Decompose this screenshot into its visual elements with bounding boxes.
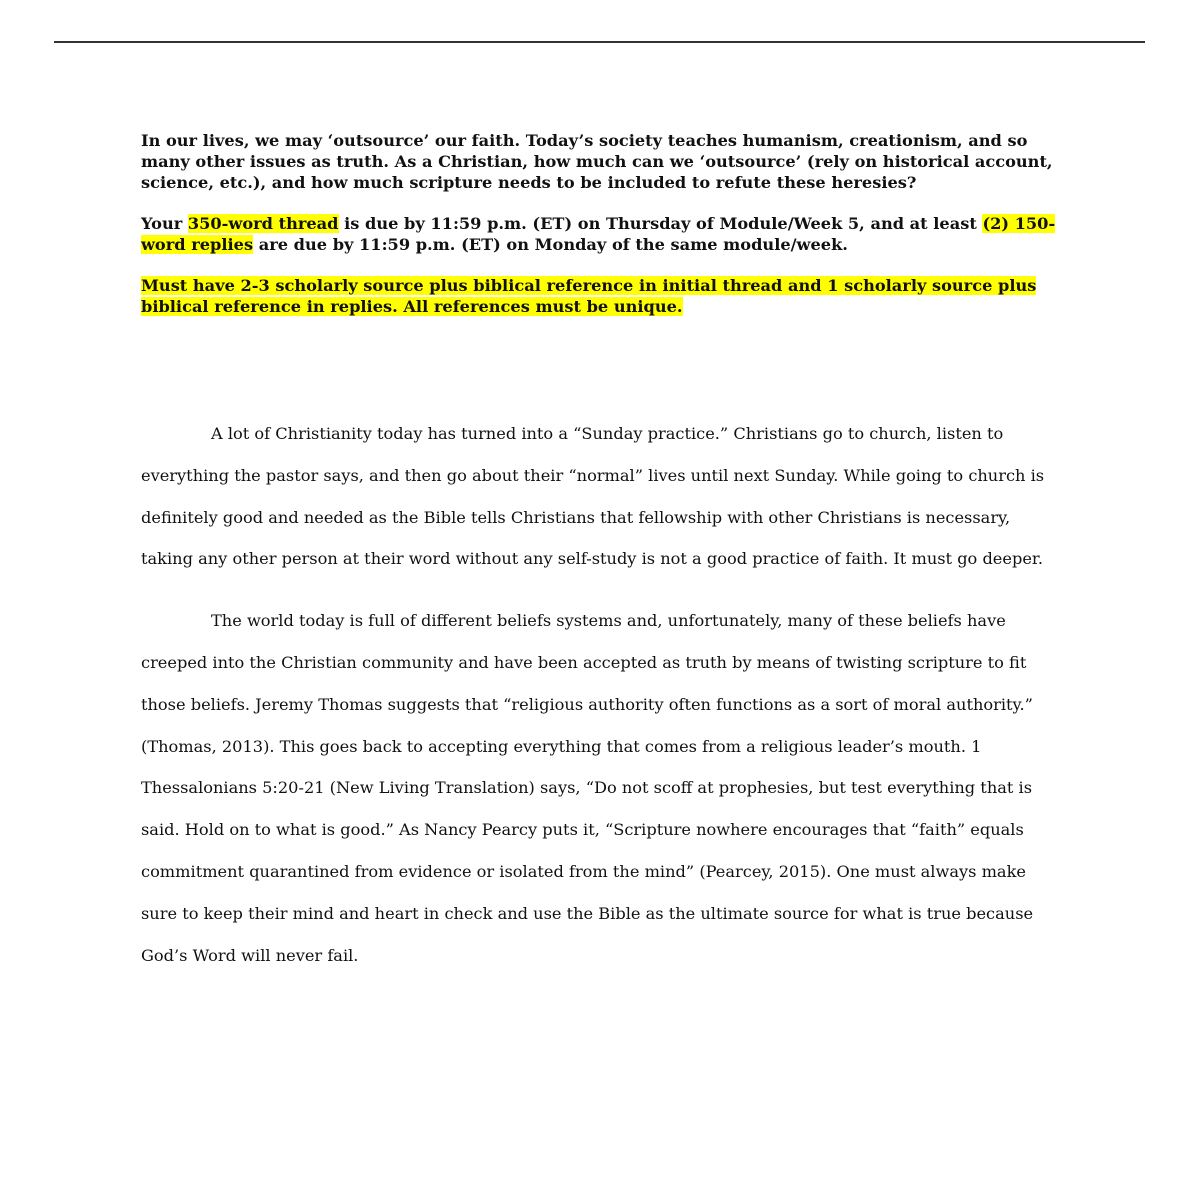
due-date-instructions [141,213,1061,255]
due-text-part1: Your [141,214,188,233]
source-requirements [141,275,1061,317]
document-body [141,130,1061,996]
replies-count-highlight: (2) 150-word replies [141,214,1056,254]
page-top-rule [54,41,1145,43]
essay-paragraph-1: A lot of Christianity today has turned into a “Sunday practice.” Christians go to church, listen to everything the pastor says, and then go about their “normal” lives until next Sunday. While going to church is definitely good and needed as the Bible tells Christians that fellowship with other Christians is necessary, taking any other person at their word without any self-study is not a good practice of faith. It must go deeper. [141,424,1045,569]
due-text-part3: are due by 11:59 p.m. (ET) on Monday of the same module/week. [253,235,848,254]
essay-response [141,413,1061,976]
thread-length-highlight: 350-word thread [187,214,339,233]
discussion-question: In our lives, we may ‘outsource’ our faith. Today’s society teaches humanism, creationism, and so many other issues as truth. As a Christian, how much can we ‘outsource’ (rely on historical account, science, etc.), and how much scripture needs to be included to refute these heresies? [141,131,1053,192]
due-text-part2: is due by 11:59 p.m. (ET) on Thursday of Module/Week 5, and at least [338,214,983,233]
source-requirements-highlight: Must have 2-3 scholarly source plus biblical reference in initial thread and 1 scholarly source plus biblical reference in replies. All references must be unique. [141,276,1037,316]
essay-paragraph-2: The world today is full of different beliefs systems and, unfortunately, many of these beliefs have creeped into the Christian community and have been accepted as truth by means of twisting scripture to fit those beliefs. Jeremy Thomas suggests that “religious authority often functions as a sort of moral authority.” (Thomas, 2013). This goes back to accepting everything that comes from a religious leader’s mouth. 1 Thessalonians 5:20-21 (New Living Translation) says, “Do not scoff at prophesies, but test everything that is said. Hold on to what is good.” As Nancy Pearcy puts it, “Scripture nowhere encourages that “faith” equals commitment quarantined from evidence or isolated from the mind” (Pearcey, 2015). One must always make sure to keep their mind and heart in check and use the Bible as the ultimate source for what is true because God’s Word will never fail. [141,611,1034,965]
section-spacer [141,337,1061,413]
